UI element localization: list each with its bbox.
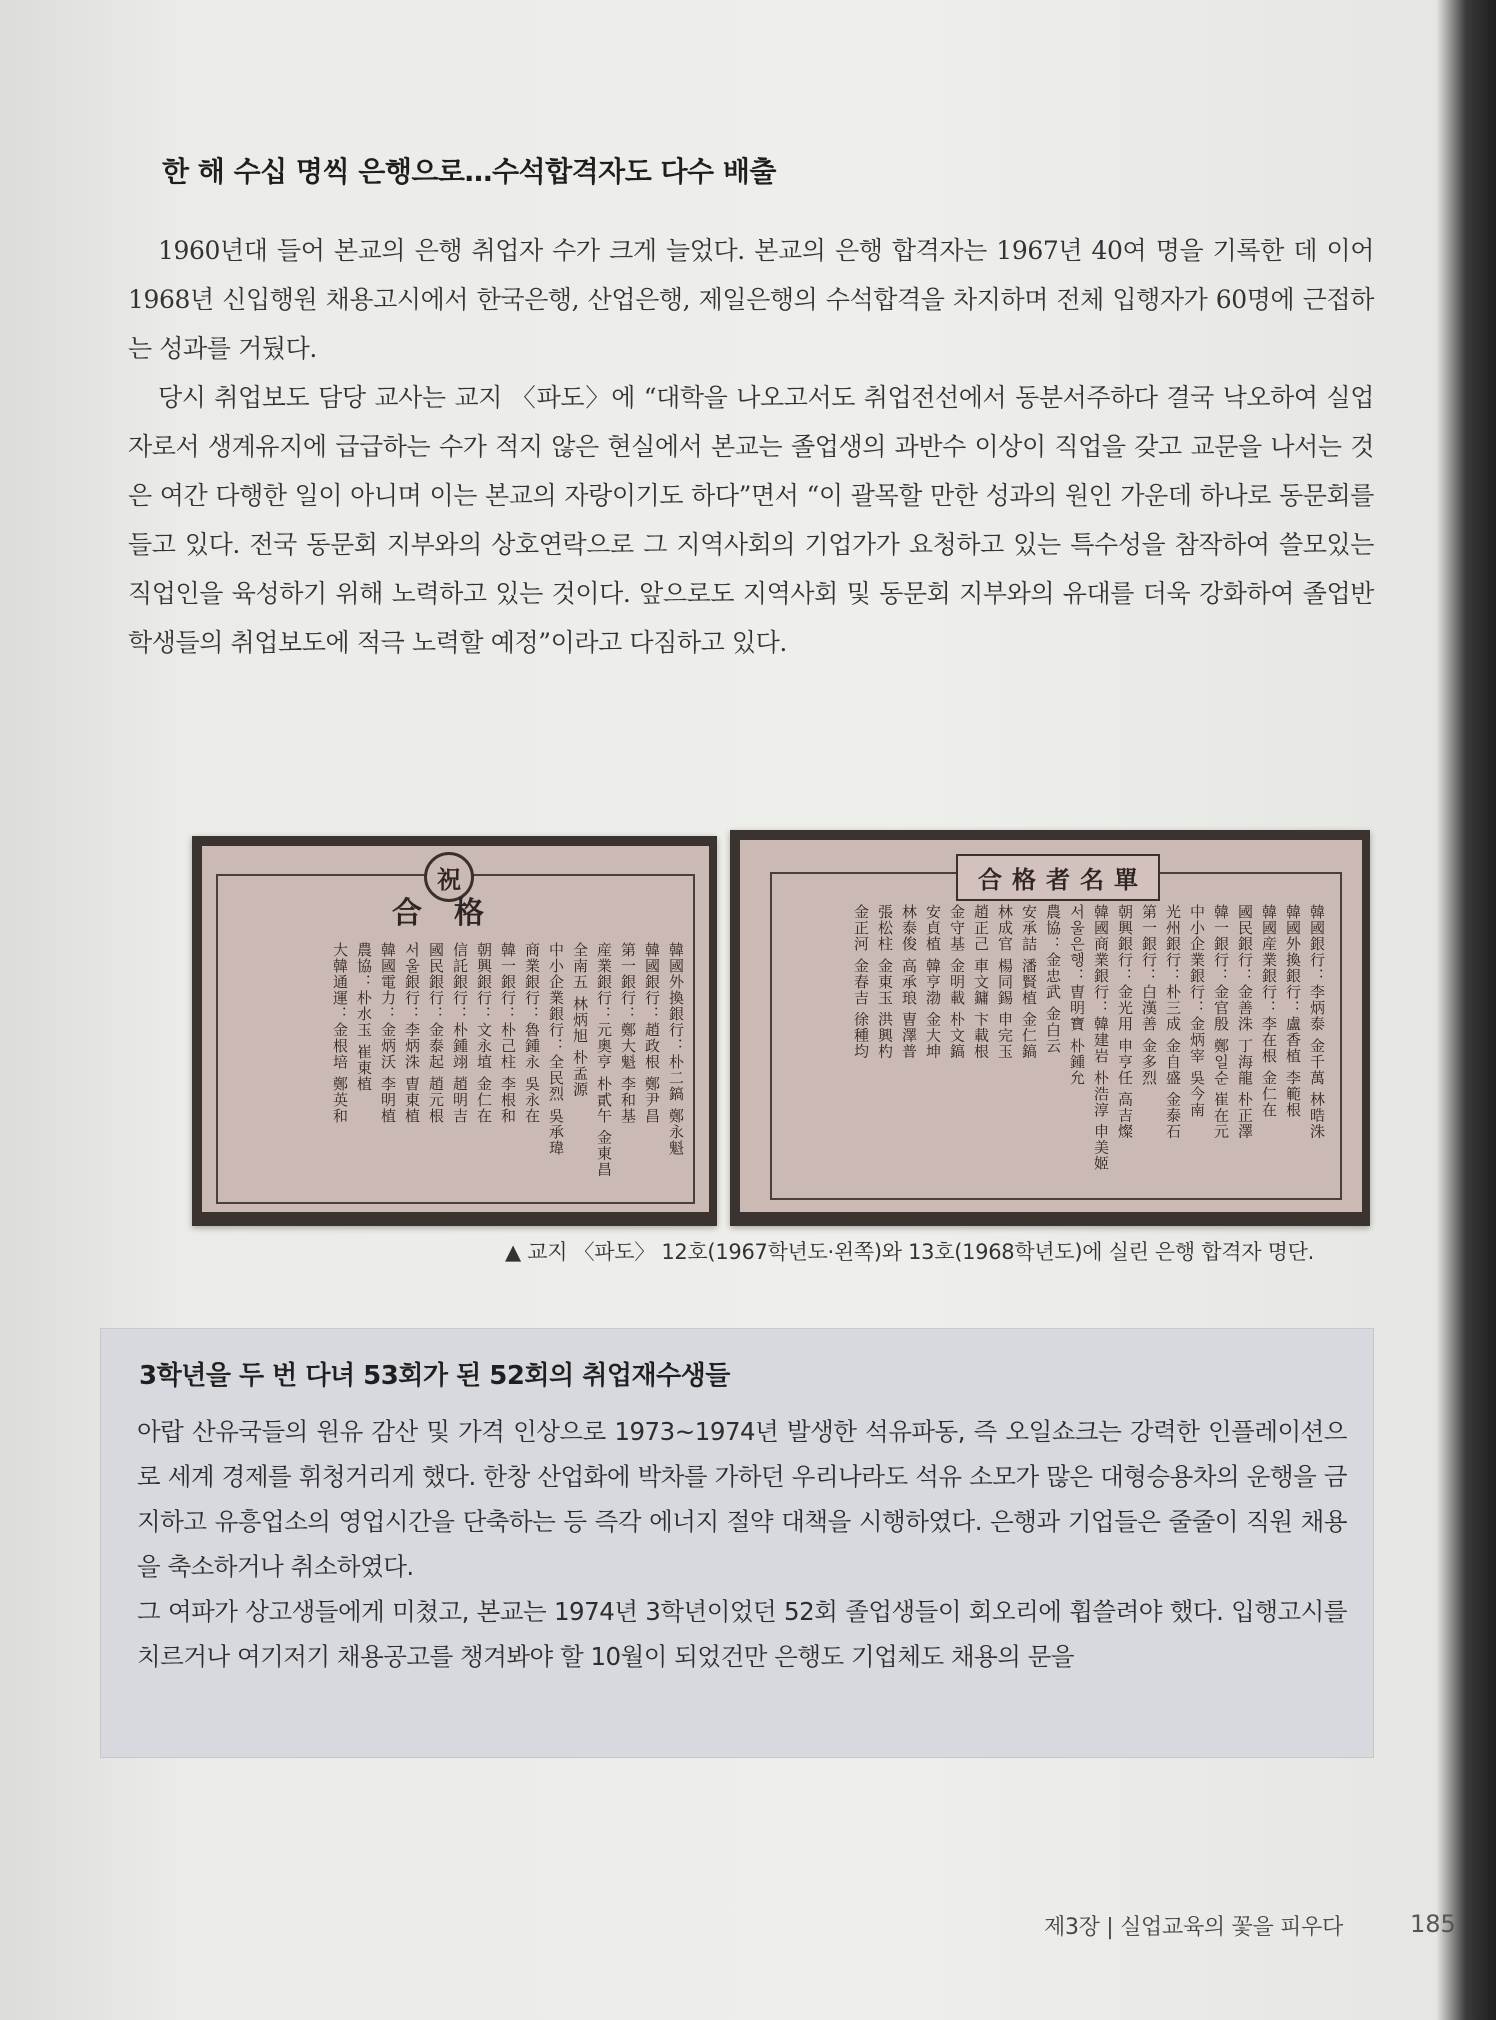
photo-name-column: 國民銀行：金善洙 丁海龍 朴正澤 [1236, 904, 1254, 1140]
photo-name-column: 金正河 金春吉 徐種均 [852, 904, 870, 1060]
photo-name-column: 農協：朴水玉 崔東植 [355, 942, 373, 1092]
photo-left-title: 合格 [392, 896, 516, 931]
photo-name-column: 韓一銀行：金官殷 鄭일순 崔在元 [1212, 904, 1230, 1140]
photo-name-column: 서울은행：曺明寶 朴鍾允 [1068, 904, 1086, 1086]
sidebar-paragraph-1: 아랍 산유국들의 원유 감산 및 가격 인상으로 1973~1974년 발생한 석유파동, 즉 오일쇼크는 강력한 인플레이션으로 세계 경제를 휘청거리게 했다. 한창 산업화에 박차를 가하던 우리나라도 석유 소모가 많은 대형승용차의 운행을 금지하고 유흥업소의 영업시간을 단축하는 등 즉각 에너지 절약 대책을 시행하였다. 은행과 기업들은 줄줄이 직원 채용을 축소하거나 취소하였다. [137, 1417, 1347, 1581]
photo-name-column: 林泰俊 高承琅 曺澤普 [900, 904, 918, 1060]
photo-name-column: 安貞植 韓亨渤 金大坤 [924, 904, 942, 1060]
photo-name-column: 農協：金忠武 金白云 [1044, 904, 1062, 1054]
photo-name-column: 商業銀行：魯鍾永 吳永在 [523, 942, 541, 1124]
photo-paper [740, 840, 1362, 1212]
photo-name-column: 中小企業銀行：全民烈 吳承瑋 [547, 942, 565, 1156]
photo-right-title: 合格者名單 [956, 854, 1160, 901]
sidebar-box [100, 1328, 1374, 1758]
photo-name-column: 安承詰 潘賢植 金仁鎬 [1020, 904, 1038, 1060]
photo-left-name-columns [331, 942, 685, 1178]
body-paragraph-1: 1960년대 들어 본교의 은행 취업자 수가 크게 늘었다. 본교의 은행 합격자는 1967년 40여 명을 기록한 데 이어 1968년 신입행원 채용고시에서 한국은행, 산업은행, 제일은행의 수석합격을 차지하며 전체 입행자가 60명에 근접하는 성과를 거뒀다. [128, 236, 1374, 363]
photo-name-column: 韓國外換銀行：朴二鎬 鄭永魁 [667, 942, 685, 1156]
photo-name-column: 産業銀行：元奧亨 朴貳午 金東昌 [595, 942, 613, 1178]
photo-name-column: 韓國電力：金炳沃 李明植 [379, 942, 397, 1124]
photo-name-column: 國民銀行：金泰起 趙元根 [427, 942, 445, 1124]
photo-name-column: 서울銀行：李炳洙 曺東植 [403, 942, 421, 1124]
photo-name-column: 中小企業銀行：金炳宰 吳今南 [1188, 904, 1206, 1118]
photo-name-column: 韓國産業銀行：李在根 金仁在 [1260, 904, 1278, 1118]
photo-name-column: 第一銀行：鄭大魁 李和基 [619, 942, 637, 1124]
photo-name-column: 光州銀行：朴三成 金自盛 金泰石 [1164, 904, 1182, 1140]
photo-caption: ▲ 교지 〈파도〉 12호(1967학년도·왼쪽)와 13호(1968학년도)에 실린 은행 합격자 명단. [505, 1240, 1314, 1264]
photo-name-column: 韓國外換銀行：盧香植 李範根 [1284, 904, 1302, 1118]
photo-name-column: 金守基 金明載 朴文鎬 [948, 904, 966, 1060]
footer-chapter-title: 제3장 | 실업교육의 꽃을 피우다 [1044, 1915, 1344, 1940]
photo-paper [202, 846, 709, 1212]
body-paragraph-2: 당시 취업보도 담당 교사는 교지 〈파도〉에 “대학을 나오고서도 취업전선에서 동분서주하다 결국 낙오하여 실업자로서 생계유지에 급급하는 수가 적지 않은 현실에서 본교는 졸업생의 과반수 이상이 직업을 갖고 교문을 나서는 것은 여간 다행한 일이 아니며 이는 본교의 자랑이기도 하다”면서 “이 괄목할 만한 성과의 원인 가운데 하나로 동문회를 들고 있다. 전국 동문회 지부와의 상호연락으로 그 지역사회의 기업가가 요청하고 있는 특수성을 참작하여 쓸모있는 직업인을 육성하기 위해 노력하고 있는 것이다. 앞으로도 지역사회 및 동문회 지부와의 유대를 더욱 강화하여 졸업반 학생들의 취업보도에 적극 노력할 예정”이라고 다짐하고 있다. [128, 383, 1374, 657]
photo-name-column: 韓一銀行：朴己柱 李根和 [499, 942, 517, 1124]
page-number: 185 [1410, 1910, 1456, 1938]
photo-name-column: 全南五 林炳旭 朴孟源 [571, 942, 589, 1098]
photo-name-column: 韓國銀行：趙政根 鄭尹昌 [643, 942, 661, 1124]
photo-name-column: 大韓通運：金根培 鄭英和 [331, 942, 349, 1124]
photo-name-column: 第一銀行：白漢善 金多烈 [1140, 904, 1158, 1086]
celebration-seal: 祝 [424, 852, 474, 902]
photo-name-column: 張松柱 金東玉 洪興杓 [876, 904, 894, 1060]
photo-pado-13-list [730, 830, 1370, 1226]
photo-name-column: 信託銀行：朴鍾翊 趙明吉 [451, 942, 469, 1124]
sidebar-text [137, 1409, 1347, 1679]
photo-right-name-columns [852, 904, 1326, 1172]
photo-name-column: 林成官 楊同錫 申完玉 [996, 904, 1014, 1060]
body-text [128, 226, 1374, 667]
photo-name-column: 趙正己 車文鏞 卞載根 [972, 904, 990, 1060]
photo-name-column: 韓國商業銀行：韓建岩 朴浩淳 申美姬 [1092, 904, 1110, 1172]
sidebar-paragraph-2: 그 여파가 상고생들에게 미쳤고, 본교는 1974년 3학년이었던 52회 졸업생들이 회오리에 휩쓸려야 했다. 입행고시를 치르거나 여기저기 채용공고를 챙겨봐야 할 10월이 되었건만 은행도 기업체도 채용의 문을 [137, 1597, 1347, 1671]
photo-name-column: 朝興銀行：金光用 申亨任 高吉燦 [1116, 904, 1134, 1140]
photo-name-column: 韓國銀行：李炳泰 金千萬 林晧洙 [1308, 904, 1326, 1140]
section-heading: 한 해 수십 명씩 은행으로…수석합격자도 다수 배출 [162, 155, 776, 188]
photo-pado-12-list [192, 836, 717, 1226]
sidebar-title: 3학년을 두 번 다녀 53회가 된 52회의 취업재수생들 [139, 1361, 730, 1391]
photo-name-column: 朝興銀行：文永埴 金仁在 [475, 942, 493, 1124]
